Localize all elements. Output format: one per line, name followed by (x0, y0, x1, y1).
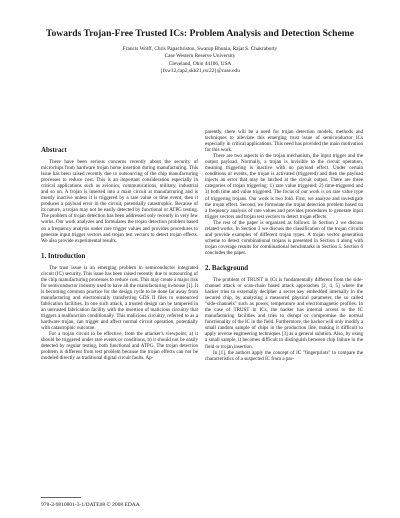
footer-rule (41, 497, 81, 498)
background-paragraph-1: The problem of TRUST in ICs is fundamentally different from the side-channel attack or scan-chain based attack approaches [2, 4, 5] where the hacker tries to externally decipher a secret key embedded internally in the secured chip, by analyzing a measured physical parameter, the so called "side-channels" such as power, temperature and electromagnetic profiles. In the case of TRUST in ICs, the hacker has internal access to the IC manufacturing facilities and tries to disrupt or compromise the normal functionality of the IC in the field. Furthermore, the hacker will only modify a small random sample of chips in the production line, making it difficult to apply reverse engineering techniques [3] as a general solution. Also, by using a small sample, it becomes difficult to distinguish between chip failure in the field or trojan insertion. (205, 276, 363, 350)
abstract-text: There have been serious concerns recently about the security of microchips from hardware trojan horse insertion during manufacturing. This issue has been raised recently due to outsourcing of the chip manufacturing processes to reduce cost. This is an important consideration especially in critical applications such as avionics, communications, military, industrial and so on. A trojan is inserted into a main circuit at manufacturing and is mostly inactive unless it is triggered by a rare value or time event; then it produces a payload error in the circuit, potentially catastrophic. Because of its nature, a trojan may not be easily detected by functional or ATPG testing. The problem of trojan detection has been addressed only recently in very few works. Our work analyzes and formulates the trojan detection problem based on a frequency analysis under rare trigger values and provides procedures to generate input trigger vectors and trojan test vectors to detect trojan effects. We also provide experimental results. (41, 159, 198, 244)
right-column (205, 129, 363, 362)
author-block (20, 46, 380, 76)
author-names: Francis Wolff, Chris Papachristou, Swarup Bhunia, Rajat S. Chakraborty (122, 46, 278, 52)
right-paragraph-3: The rest of the paper is organized as follows. In Section 2 we discuss related works. In Section 3 we discuss the classification of the trojan circuits and provide examples of different trojan types. A trojan vector generation scheme to detect combinational trojans is presented in Section 4 along with trojan coverage results for combinational benchmarks in Section 5. Section 6 concludes the paper. (205, 219, 363, 256)
right-paragraph-1: parently, there will be a need for trojan detection models, methods and techniques to alleviate this emerging trust issue of semiconductor ICs especially in critical applications. This need has provided the main motivation for this work. (205, 129, 363, 154)
introduction-heading: 1. Introduction (41, 252, 86, 260)
left-column (41, 147, 198, 361)
affiliation: Case Western Reserve University (164, 53, 236, 60)
intro-paragraph-1: The trust issue is an emerging problem in semiconductor integrated circuit (IC) security. This issue has been raised recently due to outsourcing of the chip manufacturing processes to reduce cost. This may create a major risk for semiconductor industry used to have all the manufacturing in-house [1]. It is becoming common practice for the design cycle to be done far away from manufacturing and electronically transferring GDS II files to outsourced fabrication facilities. In one such attack, a trusted design can be tampered in an untrusted fabrication facility with the insertion of malicious circuitry that triggers a malfunction conditionally. This malicious circuitry, referred to as a hardware trojan, can trigger and affect normal circuit operation, potentially with catastrophic outcome. (41, 264, 198, 332)
right-paragraph-2: There are two aspects in the trojan mechanism, the input trigger and the output payload. Normally, a trojan is invisible to the circuit operation, meaning triggering is inactive with no payload effect. Under certain conditions or events, the trojan is activated (triggered) and then the payload injects an error that may be latched at the circuit output. There are three categories of trojan triggering: 1) rare value triggered; 2) time-triggered and 3) both time and value triggered. The focus of our work is on rare value type of triggering trojans. Our work is two fold. First, we analyze and investigate the trojan effect. Second, we formulate the trojan detection problem based on a frequency analysis of rare values and provides procedures to generate input trigger vectors and trojan test vectors to detect trojan effects. (205, 153, 363, 220)
copyright-footer: 978-3-9810801-3-1/DATE08 © 2008 EDAA (41, 502, 140, 508)
paper-title: Towards Trojan-Free Trusted ICs: Problem Analysis and Detection Scheme (45, 28, 355, 39)
abstract-heading: Abstract (41, 147, 67, 154)
intro-paragraph-2: For a trojan circuit to be effective, from the attacker's viewpoint, a) it should be triggered under rare events or conditions, b) it should not be easily detected by regular testing, both functional and ATPG. The trojan detection problem is different from test problem because the trojan effects can not be modeled directly as traditional digital circuit faults. Ap- (41, 331, 198, 362)
location: Cleveland, Ohio 44106, USA (168, 60, 232, 67)
background-heading: 2. Background (205, 264, 249, 272)
email: {fxw12,cap2,skb21,rsc22}@case.edu (160, 68, 240, 75)
background-paragraph-2: In [1], the authors apply the concept of IC "fingerprints" to compare the characteristics of a suspected IC from a par- (205, 349, 363, 362)
